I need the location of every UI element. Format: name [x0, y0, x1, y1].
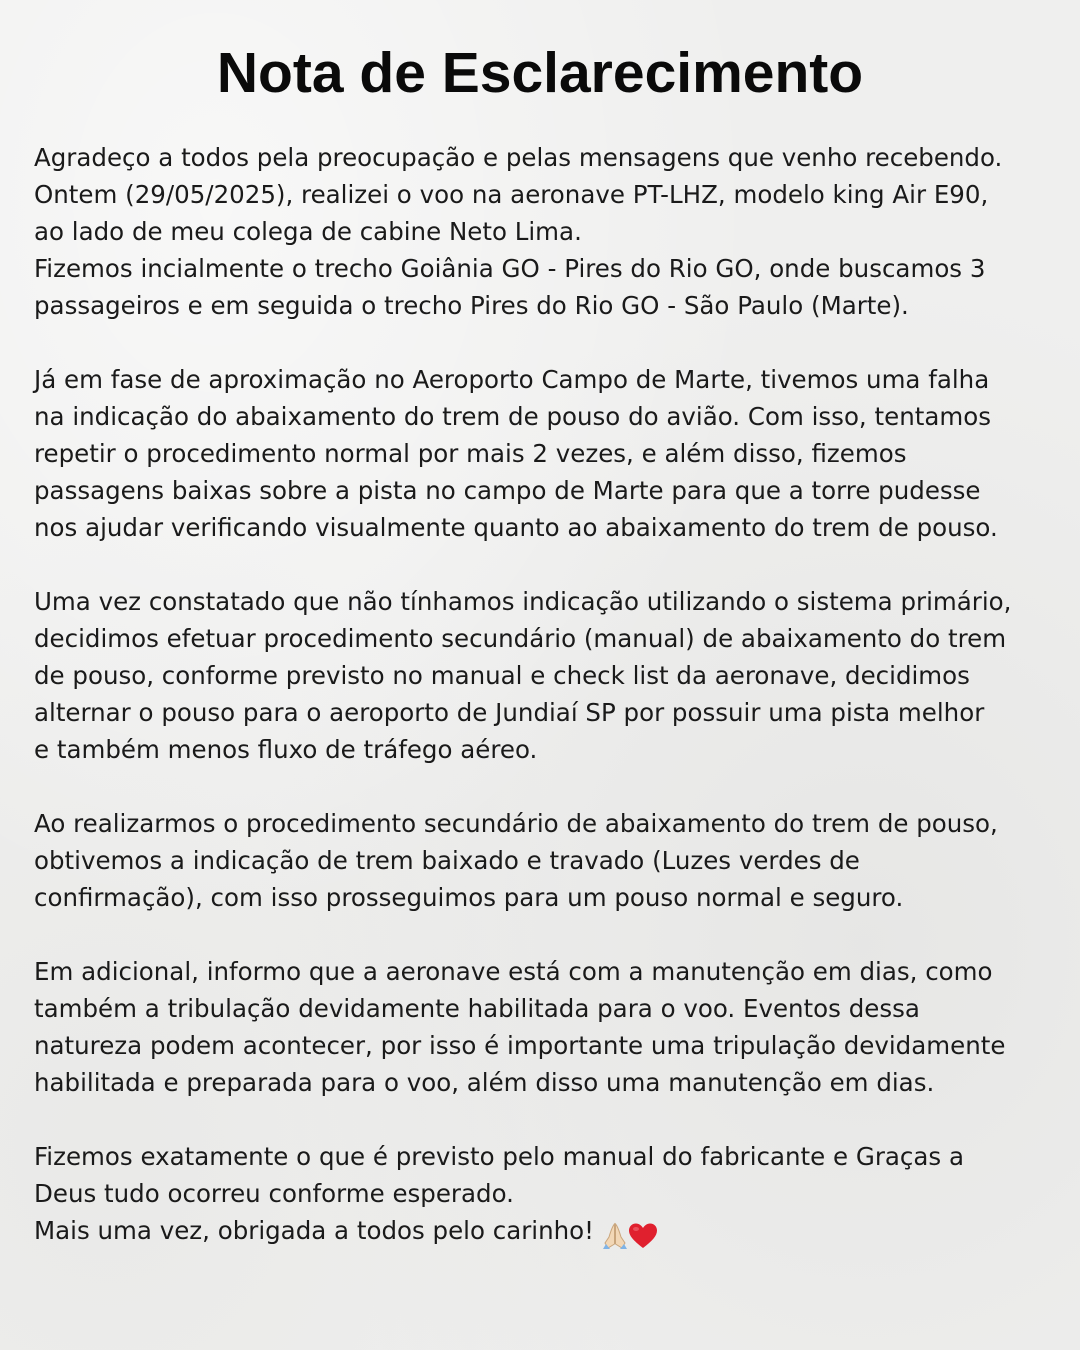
paragraph-closing — [34, 1138, 1034, 1253]
text-line: passagens baixas sobre a pista no campo de Marte para que a torre pudesse — [34, 476, 981, 505]
text-line: também a tribulação devidamente habilitada para o voo. Eventos dessa — [34, 994, 920, 1023]
text-line: Uma vez constatado que não tínhamos indicação utilizando o sistema primário, — [34, 587, 1012, 616]
text-line: Deus tudo ocorreu conforme esperado. — [34, 1179, 514, 1208]
text-line: Ontem (29/05/2025), realizei o voo na aeronave PT-LHZ, modelo king Air E90, — [34, 180, 989, 209]
paragraph-maintenance — [34, 953, 1034, 1101]
text-line: na indicação do abaixamento do trem de pouso do avião. Com isso, tentamos — [34, 402, 991, 431]
text-line: Agradeço a todos pela preocupação e pelas mensagens que venho recebendo. — [34, 143, 1003, 172]
page-title: Nota de Esclarecimento — [216, 41, 864, 105]
text-line: Mais uma vez, obrigada a todos pelo carinho! — [34, 1216, 594, 1245]
text-line: e também menos fluxo de tráfego aéreo. — [34, 735, 538, 764]
text-line: nos ajudar verificando visualmente quanto ao abaixamento do trem de pouso. — [34, 513, 998, 542]
paragraph-landing — [34, 805, 1034, 916]
text-line: Já em fase de aproximação no Aeroporto Campo de Marte, tivemos uma falha — [34, 365, 990, 394]
text-line: habilitada e preparada para o voo, além disso uma manutenção em dias. — [34, 1068, 935, 1097]
text-line: natureza podem acontecer, por isso é importante uma tripulação devidamente — [34, 1031, 1006, 1060]
text-line: repetir o procedimento normal por mais 2 vezes, e além disso, fizemos — [34, 439, 907, 468]
text-line: Ao realizarmos o procedimento secundário de abaixamento do trem de pouso, — [34, 809, 998, 838]
emoji-group — [602, 1216, 658, 1253]
text-line: Em adicional, informo que a aeronave está com a manutenção em dias, como — [34, 957, 993, 986]
text-line: passageiros e em seguida o trecho Pires do Rio GO - São Paulo (Marte). — [34, 291, 909, 320]
paragraph-secondary-procedure — [34, 583, 1034, 768]
paragraph-approach — [34, 361, 1034, 546]
text-line: de pouso, conforme previsto no manual e check list da aeronave, decidimos — [34, 661, 970, 690]
text-line: alternar o pouso para o aeroporto de Jundiaí SP por possuir uma pista melhor — [34, 698, 985, 727]
praying-hands-icon — [602, 1222, 628, 1250]
text-line: Fizemos exatamente o que é previsto pelo manual do fabricante e Graças a — [34, 1142, 964, 1171]
text-line: Fizemos incialmente o trecho Goiânia GO - Pires do Rio GO, onde buscamos 3 — [34, 254, 986, 283]
text-line: ao lado de meu colega de cabine Neto Lima. — [34, 217, 582, 246]
red-heart-icon — [628, 1222, 658, 1250]
text-line: obtivemos a indicação de trem baixado e travado (Luzes verdes de — [34, 846, 860, 875]
text-line: confirmação), com isso prosseguimos para um pouso normal e seguro. — [34, 883, 904, 912]
closing-line — [34, 1212, 1034, 1253]
text-line: decidimos efetuar procedimento secundário (manual) de abaixamento do trem — [34, 624, 1007, 653]
paragraph-intro — [34, 139, 1034, 324]
note-body — [34, 139, 1034, 1253]
